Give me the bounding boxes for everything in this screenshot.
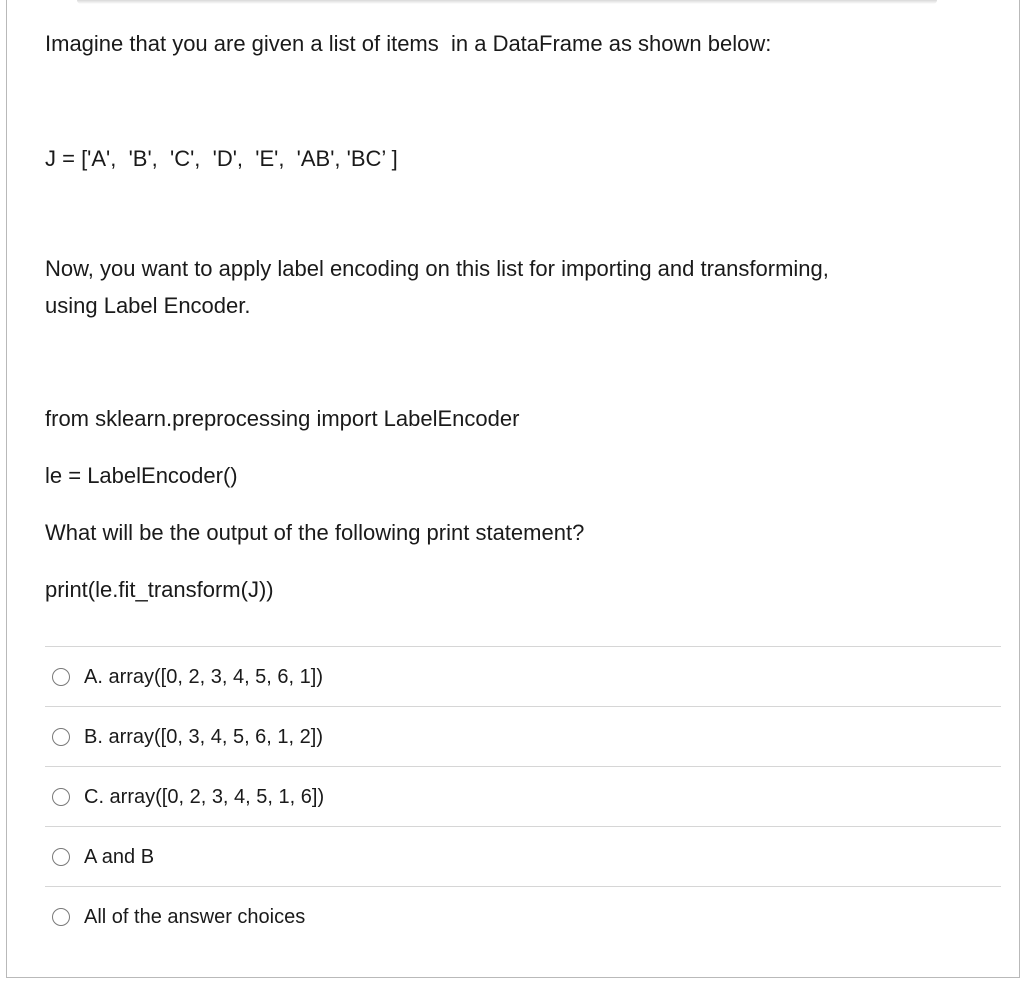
answer-choice-label: B. array([0, 3, 4, 5, 6, 1, 2]) <box>84 725 323 748</box>
radio-button[interactable] <box>52 668 70 686</box>
question-prompt: What will be the output of the following print statement? <box>45 520 585 545</box>
answer-choice-a-and-b[interactable] <box>45 826 1001 886</box>
answer-choice-label: A and B <box>84 845 155 868</box>
question-code-encoder: le = LabelEncoder() <box>45 463 238 488</box>
radio-button[interactable] <box>52 908 70 926</box>
answer-choice-label: All of the answer choices <box>84 905 306 928</box>
question-instruction-line-1: Now, you want to apply label encoding on this list for importing and transforming, <box>45 256 829 281</box>
question-intro-text: Imagine that you are given a list of items in a DataFrame as shown below: <box>45 31 772 56</box>
answer-choice-b[interactable] <box>45 706 1001 766</box>
question-code-import: from sklearn.preprocessing import LabelEncoder <box>45 406 520 431</box>
answer-choice-a[interactable] <box>45 646 1001 706</box>
question-code-print: print(le.fit_transform(J)) <box>45 577 274 602</box>
answer-choices <box>45 646 1001 946</box>
radio-button[interactable] <box>52 728 70 746</box>
radio-button[interactable] <box>52 788 70 806</box>
answer-choice-all[interactable] <box>45 886 1001 946</box>
answer-choice-c[interactable] <box>45 766 1001 826</box>
answer-choice-label: C. array([0, 2, 3, 4, 5, 1, 6]) <box>84 785 325 808</box>
answer-choice-label: A. array([0, 2, 3, 4, 5, 6, 1]) <box>84 665 323 688</box>
radio-button[interactable] <box>52 848 70 866</box>
card-top-shadow <box>77 0 937 4</box>
question-card <box>6 0 1020 978</box>
question-instruction-line-2: using Label Encoder. <box>45 293 251 318</box>
question-list-text: J = ['A', 'B', 'C', 'D', 'E', 'AB', 'BC’ ] <box>45 146 398 171</box>
